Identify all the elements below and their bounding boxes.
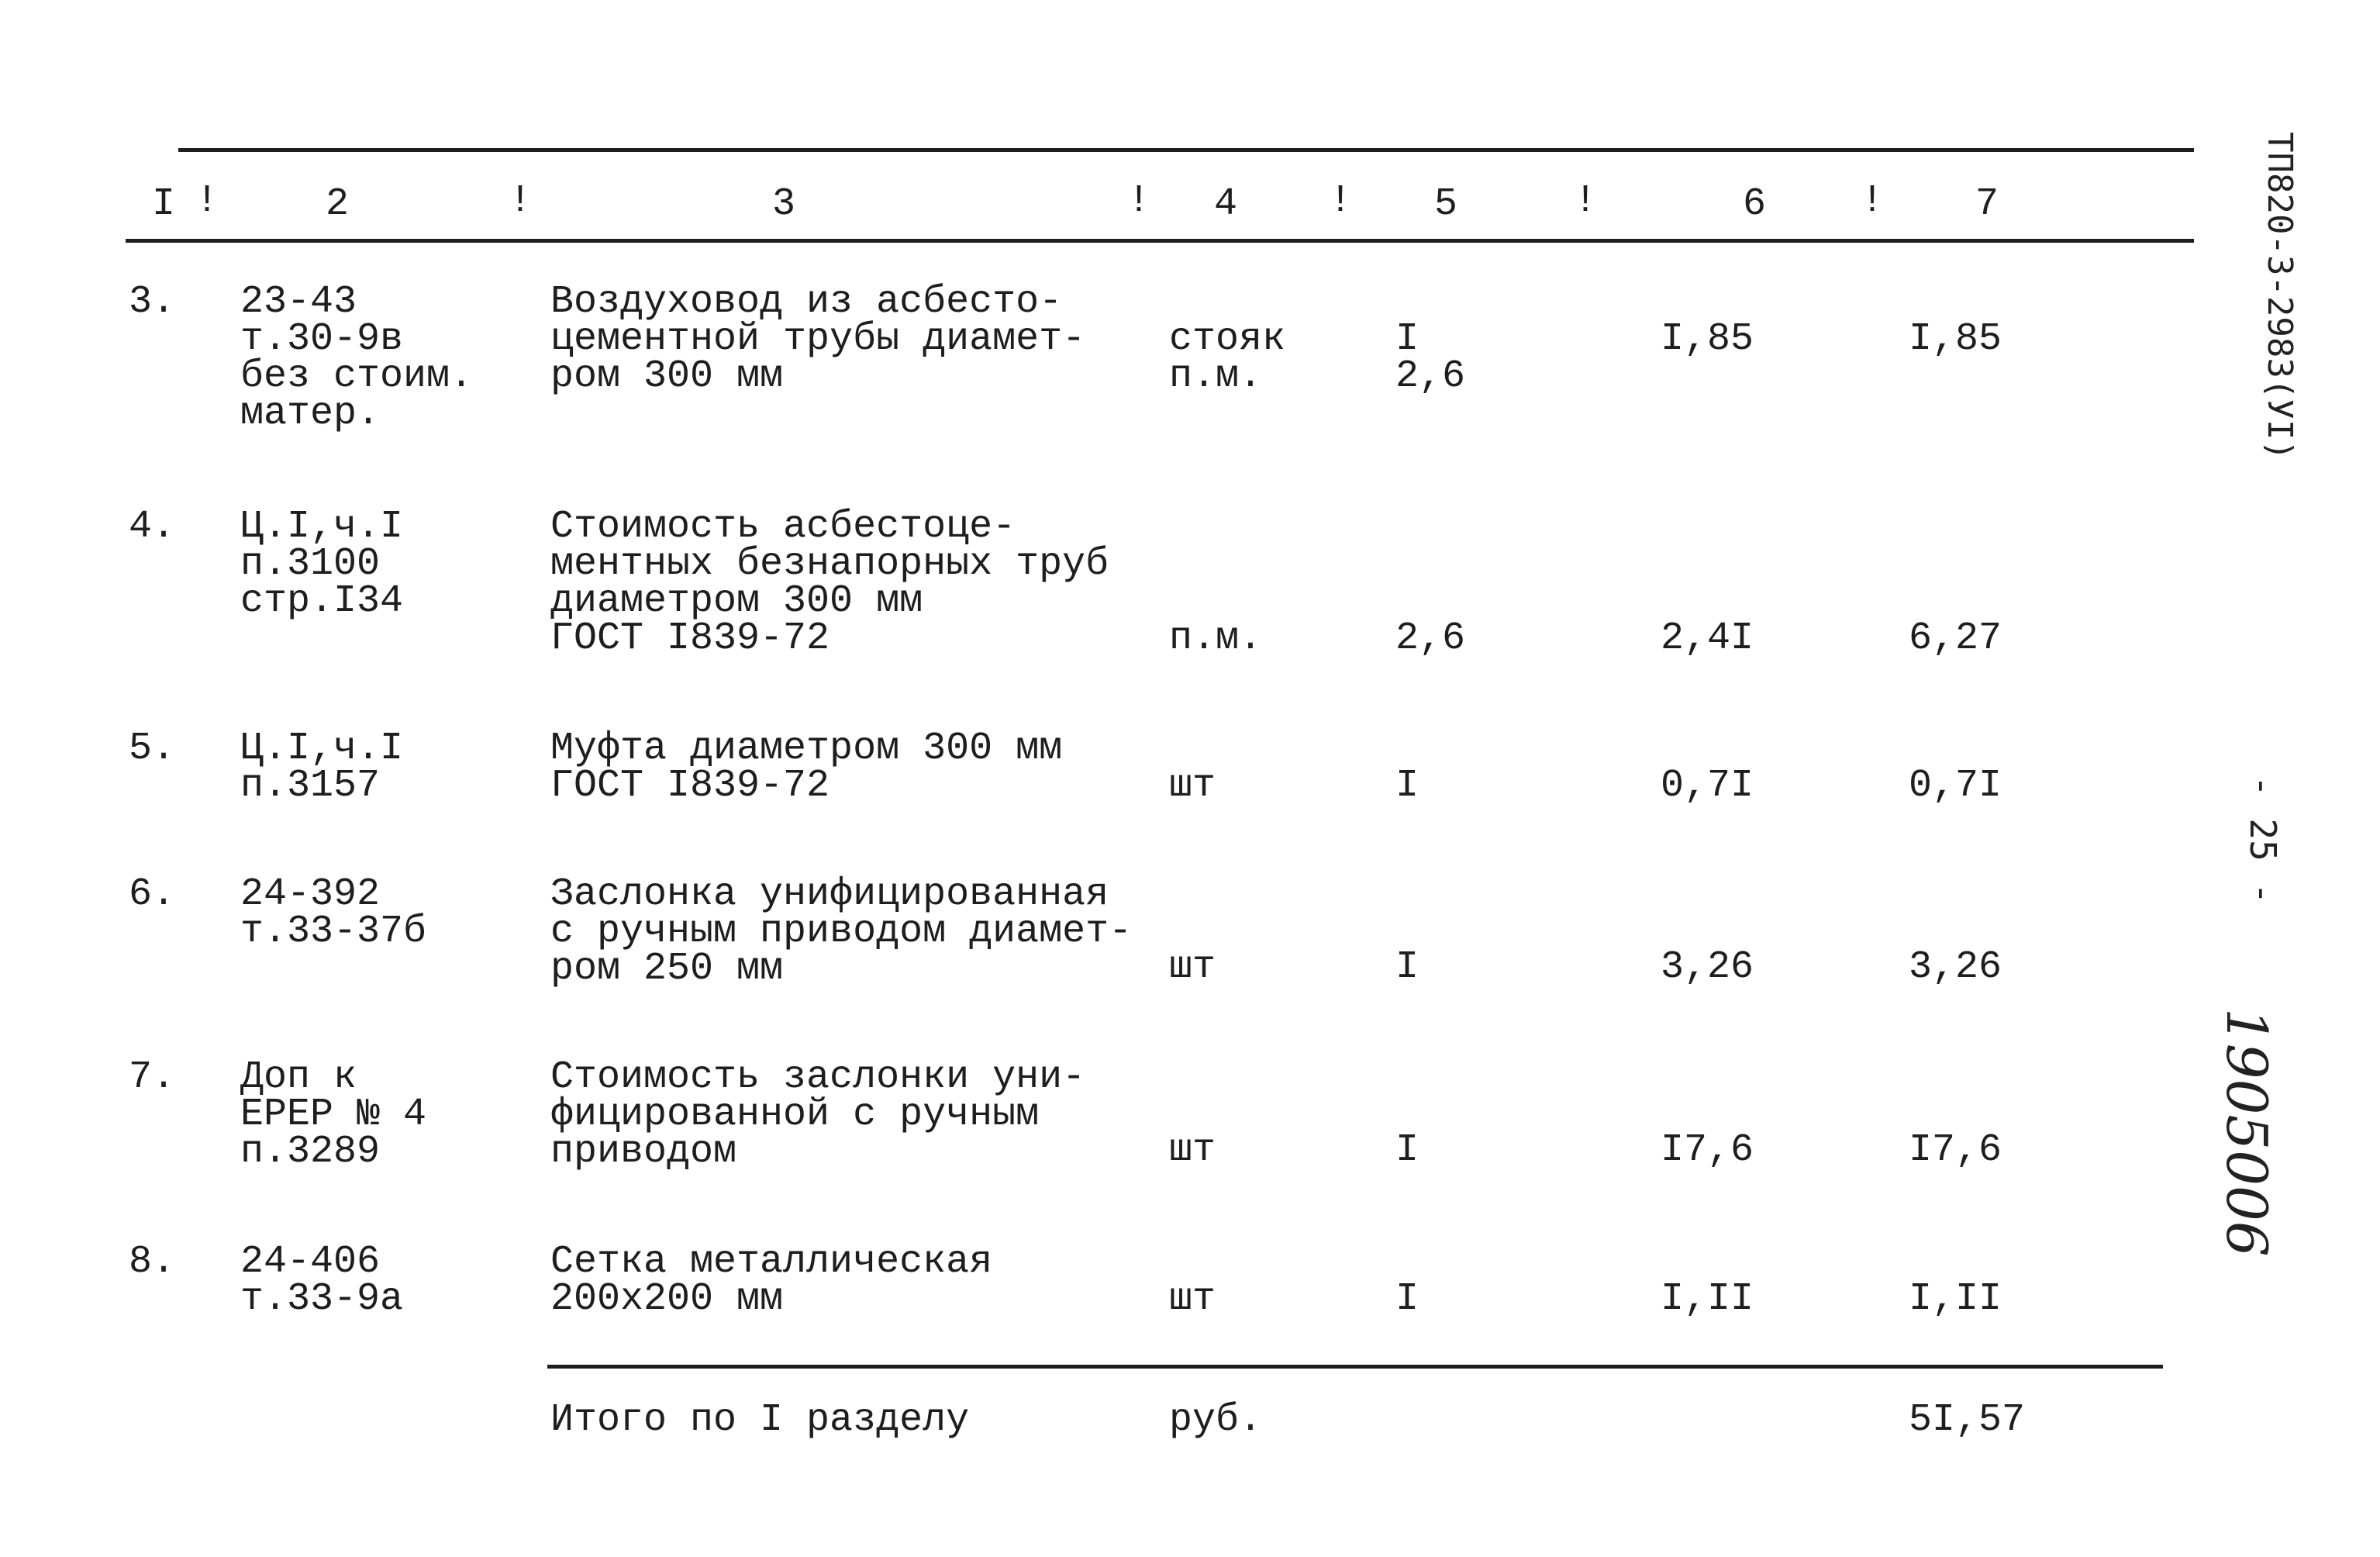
row-reference: Доп к ЕРЕР № 4 п.3289	[240, 1055, 427, 1174]
page-number: - 25 -	[2242, 775, 2284, 905]
row-number: 6.	[129, 872, 176, 917]
row-number: 4.	[129, 505, 176, 549]
header-col-2: 2	[326, 182, 350, 226]
row-price: I,II	[1661, 1277, 1754, 1321]
header-sep: !	[1861, 179, 1885, 223]
row-total: I7,6	[1909, 1128, 2002, 1172]
inventory-number: 1905006	[2214, 1008, 2279, 1257]
header-sep: !	[1127, 179, 1151, 223]
row-total: I,85	[1909, 317, 2002, 361]
row-quantity: 2,6	[1395, 616, 1466, 661]
row-unit: шт	[1169, 764, 1216, 808]
row-total: 6,27	[1909, 616, 2002, 661]
header-sep: !	[195, 179, 219, 223]
row-number: 3.	[129, 280, 176, 324]
row-description: Воздуховод из асбесто- цементной трубы диамет- ром 300 мм	[550, 280, 1086, 399]
row-quantity: I 2,6	[1395, 317, 1466, 399]
row-description: Муфта диаметром 300 мм ГОСТ I839-72	[550, 727, 1063, 808]
row-description: Сетка металлическая 200х200 мм	[550, 1240, 993, 1321]
row-description: Стоимость заслонки уни- фицированной с ручным приводом	[550, 1055, 1086, 1174]
row-description: Стоимость асбестоце- ментных безнапорных труб диаметром 300 мм ГОСТ I839-72	[550, 505, 1109, 661]
header-rule	[126, 239, 2194, 243]
header-col-7: 7	[1975, 182, 1999, 226]
total-label: Итого по I разделу	[550, 1398, 970, 1442]
row-unit: п.м.	[1169, 616, 1263, 661]
row-price: I7,6	[1661, 1128, 1754, 1172]
row-price: I,85	[1661, 317, 1754, 361]
row-number: 8.	[129, 1240, 176, 1284]
row-number: 5.	[129, 727, 176, 771]
header-col-3: 3	[772, 182, 796, 226]
row-total: I,II	[1909, 1277, 2002, 1321]
document-code: ТП820-3-2983(УI)	[2260, 132, 2299, 461]
row-number: 7.	[129, 1055, 176, 1100]
row-reference: 24-406 т.33-9а	[240, 1240, 404, 1321]
row-reference: 23-43 т.30-9в без стоим. матер.	[240, 280, 474, 436]
row-reference: Ц.I,ч.I п.3100 стр.I34	[240, 505, 404, 623]
total-value: 5I,57	[1909, 1398, 2026, 1442]
row-price: 0,7I	[1661, 764, 1754, 808]
row-price: 2,4I	[1661, 616, 1754, 661]
header-sep: !	[1574, 179, 1598, 223]
total-unit: руб.	[1169, 1398, 1263, 1442]
top-rule	[178, 148, 2194, 152]
row-reference: 24-392 т.33-37б	[240, 872, 427, 954]
header-col-6: 6	[1743, 182, 1767, 226]
header-col-5: 5	[1434, 182, 1458, 226]
header-sep: !	[509, 179, 533, 223]
row-quantity: I	[1395, 764, 1419, 808]
total-rule	[547, 1365, 2163, 1369]
row-quantity: I	[1395, 1277, 1419, 1321]
row-description: Заслонка унифицированная с ручным приводом диамет- ром 250 мм	[550, 872, 1133, 991]
header-sep: !	[1329, 179, 1353, 223]
header-col-1: I	[152, 182, 176, 226]
row-quantity: I	[1395, 1128, 1419, 1172]
row-unit: стояк п.м.	[1169, 317, 1286, 399]
row-price: 3,26	[1661, 945, 1754, 989]
row-total: 3,26	[1909, 945, 2002, 989]
row-reference: Ц.I,ч.I п.3157	[240, 727, 404, 808]
row-unit: шт	[1169, 1128, 1216, 1172]
row-total: 0,7I	[1909, 764, 2002, 808]
row-unit: шт	[1169, 945, 1216, 989]
row-unit: шт	[1169, 1277, 1216, 1321]
header-col-4: 4	[1214, 182, 1238, 226]
row-quantity: I	[1395, 945, 1419, 989]
